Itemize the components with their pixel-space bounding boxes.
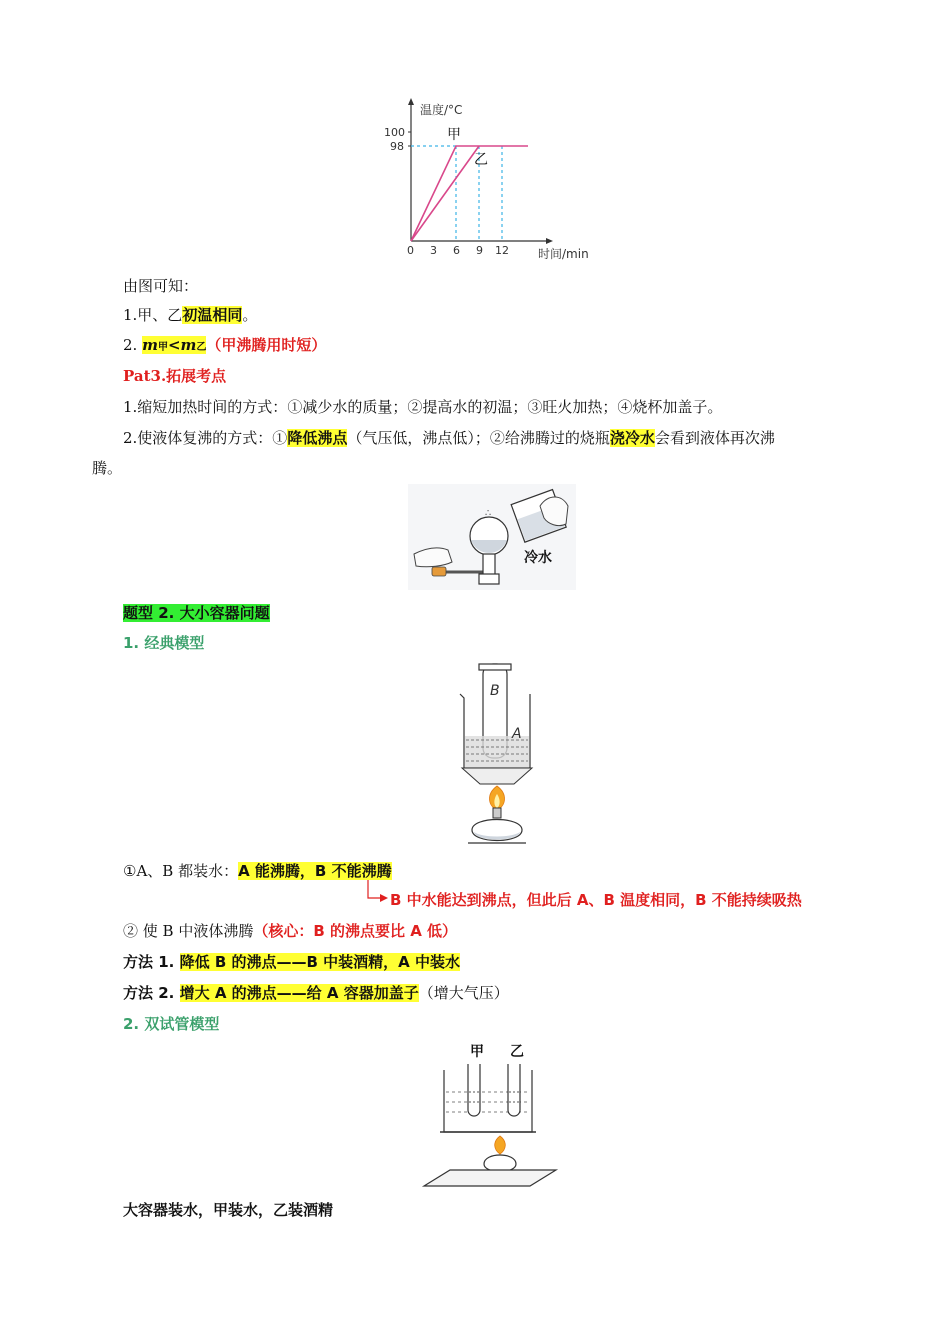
double-tube-figure (420, 1040, 560, 1190)
case-2 (123, 921, 457, 941)
temperature-time-chart (378, 96, 608, 266)
svg-text:∴: ∴ (485, 508, 492, 519)
case-1-arrow (364, 880, 390, 904)
from-figure: 由图可知： (123, 277, 199, 295)
question-2-hl2: 浇冷水 (609, 429, 655, 447)
method-2-suffix: （增大气压） (418, 984, 509, 1002)
x-tick-12: 12 (495, 244, 509, 257)
y-tick-98: 98 (390, 140, 404, 153)
point-1-suffix: 。 (242, 306, 258, 324)
tube-yi (508, 1064, 520, 1116)
case-1-note: B 中水能达到沸点，但此后 A、B 温度相同，B 不能持续吸热 (390, 891, 802, 909)
question-2-a: 2.使液体复沸的方式：① (123, 429, 288, 447)
point-2-prefix: 2. (123, 336, 143, 354)
question-2-c: 会看到液体再次沸 (654, 429, 775, 447)
question-2-b: （气压低，沸点低）；②给沸腾过的烧瓶 (347, 429, 610, 447)
beaker-test-tube-figure (452, 660, 542, 848)
tube-yi-label: 乙 (510, 1044, 524, 1060)
tube-jia-label: 甲 (470, 1044, 484, 1060)
point-2 (123, 335, 326, 358)
double-tube-heading: 2. 双试管模型 (123, 1015, 220, 1033)
series-yi-line (411, 146, 479, 241)
question-1: 1.缩短加热时间的方式：①减少水的质量；②提高水的初温；③旺火加热；④烧杯加盖子。 (123, 398, 723, 416)
point-2-note: （甲沸腾用时短） (206, 336, 327, 354)
x-tick-0: 0 (407, 244, 414, 257)
method-1-highlight: 降低 B 的沸点——B 中装酒精，A 中装水 (179, 953, 460, 971)
case-2-prefix: ② 使 B 中液体沸腾 (123, 922, 254, 940)
method-1-prefix: 方法 1. (123, 953, 180, 971)
x-tick-6: 6 (453, 244, 460, 257)
series-yi-label: 乙 (474, 152, 488, 168)
series-jia-label: 甲 (447, 127, 461, 143)
cold-water-flask-figure (408, 484, 576, 590)
case-2-core: （核心：B 的沸点要比 A 低） (253, 922, 458, 940)
y-axis-arrow (408, 98, 414, 105)
part3-heading: Pat3.拓展考点 (123, 367, 227, 385)
flask-neck (483, 554, 495, 576)
alcohol-lamp-2 (484, 1155, 516, 1172)
x-axis-arrow (546, 238, 553, 244)
x-tick-9: 9 (476, 244, 483, 257)
x-tick-3: 3 (430, 244, 437, 257)
label-b: B (490, 683, 500, 699)
type-2-heading: 题型 2. 大小容器问题 (123, 604, 270, 622)
y-tick-100: 100 (384, 126, 405, 139)
method-2-highlight: 增大 A 的沸点——给 A 容器加盖子 (179, 984, 419, 1002)
case-1-highlight: A 能沸腾，B 不能沸腾 (238, 862, 392, 880)
tube-jia (468, 1064, 480, 1116)
case-1 (123, 861, 392, 881)
flame-icon-2 (495, 1136, 506, 1154)
point-1 (123, 305, 257, 325)
method-2 (123, 983, 509, 1003)
x-axis-label: 时间/min (538, 247, 589, 261)
method-2-prefix: 方法 2. (123, 984, 180, 1002)
point-1-highlight: 初温相同 (182, 306, 243, 324)
case-1-prefix: ①A、B 都装水： (123, 862, 239, 880)
y-axis-label: 温度/°C (420, 103, 463, 117)
question-2-hl1: 降低沸点 (287, 429, 348, 447)
classic-model-heading: 1. 经典模型 (123, 634, 205, 652)
label-a: A (512, 726, 522, 742)
method-1 (123, 952, 460, 972)
final-statement: 大容器装水，甲装水，乙装酒精 (123, 1201, 334, 1219)
point-2-mass-jia: m甲<m乙 (142, 336, 207, 354)
question-2-continued: 腾。 (92, 459, 123, 477)
point-1-prefix: 1.甲、乙 (123, 306, 183, 324)
question-2 (123, 428, 775, 448)
table-plate (424, 1170, 556, 1186)
cold-water-label: 冷水 (524, 550, 552, 566)
